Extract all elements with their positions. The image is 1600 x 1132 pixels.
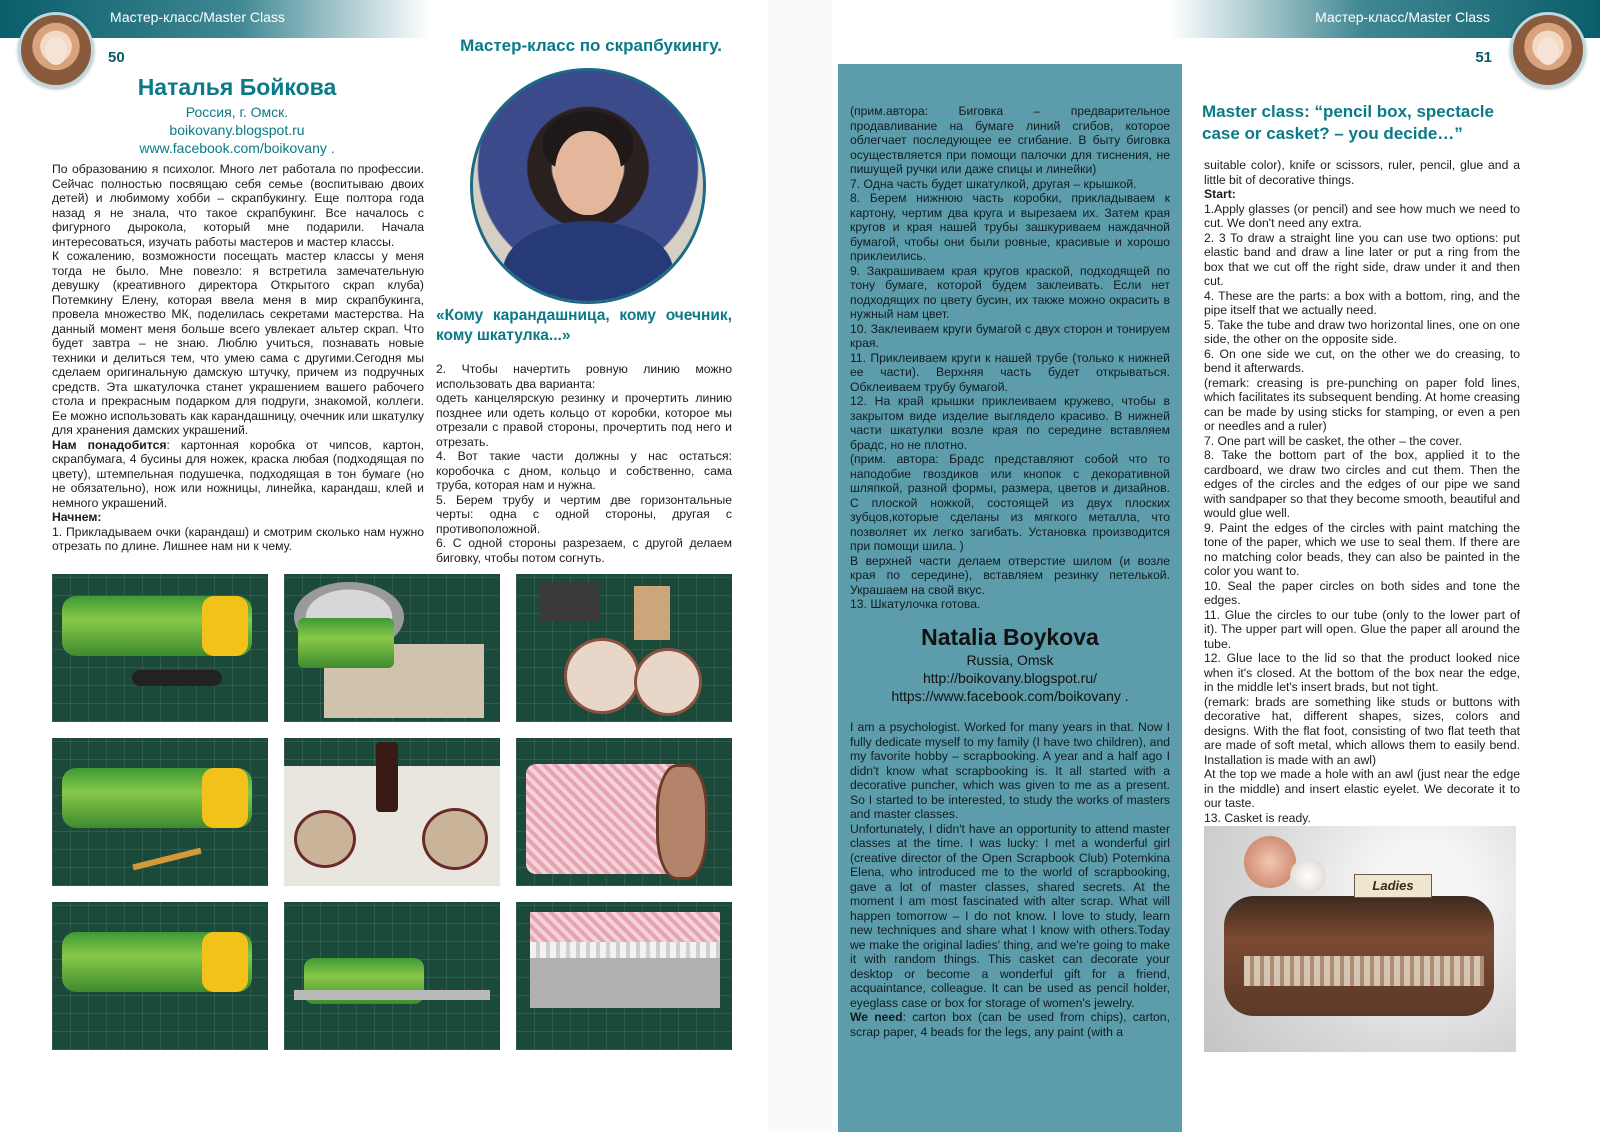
paragraph: (прим.автора: Биговка – предварительное продавливание на бумаге линий сгибов, которое облегчает последующее ее сгибание. В быту биговка осуществляется при помощи палочки для тиснения, не пишущей ручки или даже спицы и линейки): [850, 104, 1170, 176]
paragraph: К сожалению, возможности посещать мастер классы у меня тогда не было. Мне повезло: я встретила замечательную девушку (креативного директора Открытого скрап клуба) Потемкину Елену, которая ввела меня в мир скрапбукинга, провела множество МК, поделилась секретами мастерства. На данный момент меня больше всего увлекает альтер скрап. Что будет завтра – не знаю. Люблю учиться, познавать новые техники и делиться тем, что умею сама с другими.Сегодня мы сделаем оригинальную дамскую штучку, причем из подручных средств. Эта шкатулочка станет украшением вашего рабочего стола и прекрасным подарком для подруги, знакомой, коллеги. Ее можно использовать как карандашницу, очечник или шкатулку для хранения дамских украшений.: [52, 249, 424, 437]
step-en: 12. Glue lace to the lid so that the product looked nice when it's closed. At the bottom of the box near the edge, in the middle let's insert brads, but not tight.: [1204, 651, 1520, 694]
article-column-left: [52, 162, 424, 554]
step-photo-5: [284, 738, 500, 886]
step-en: 2. 3 To draw a straight line you can use two options: put elastic band and draw a line later or put a ring from the box that we cut off the right side, draw under it and then cut.: [1204, 230, 1520, 288]
author-facebook-link[interactable]: www.facebook.com/boikovany .: [139, 140, 335, 156]
step-5: 5. Берем трубу и чертим две горизонтальные черты: одна с одной стороны, другая с противоположной.: [436, 492, 732, 536]
step-photo-8: [284, 902, 500, 1050]
step-en: 9. Paint the edges of the circles with paint matching the tone of the paper, which we use to seal them. If there are no matching color beads, they can also be painted in the color you want to.: [1204, 520, 1520, 578]
pull-quote: «Кому карандашница, кому очечник, кому шкатулка...»: [436, 307, 732, 344]
step-4: 4. Вот такие части должны у нас остаться: коробочка с дном, кольцо и собственно, сама труба, которая нам и нужна.: [436, 449, 732, 492]
section-label-right: Мастер-класс/Master Class: [1315, 9, 1490, 25]
article-title-en: Master class: “pencil box, spectacle case or casket? – you decide…”: [1202, 102, 1494, 143]
paragraph: 9. Закрашиваем края кругов краской, подходящей по тону бумаге, которой будем заклеивать. Если нет подходящих по цвету бусин, их также можно окрасить в нужный нам цвет.: [850, 263, 1170, 321]
paragraph: Unfortunately, I didn't have an opportunity to attend master classes at the time. I was lucky: I met a wonderful girl (creative director of the Open Scrapbook Club) Potemkina Elena, who introduced me to the world of scrapbooking, gave a lot of master classes, shared secrets. At the moment I am most fascinated with alter scrap. What will happen tomorrow – I do not know. I love to study, learn new techniques and share what I know with others.Today we make the original ladies' thing, and we're going to make it with random things. This casket can decorate your desktop or become a wonderful gift for a friend, acquaintance, colleague. It can be used as pencil holder, eyeglass case or box for storage of women's jewelry.: [850, 821, 1170, 1010]
step-photo-9: [516, 902, 732, 1050]
step-en: 7. One part will be casket, the other – the cover.: [1204, 433, 1463, 448]
author-name-en: Natalia Boykova: [921, 624, 1099, 650]
step-en: 6. On one side we cut, on the other we do creasing, to bend it afterwards.: [1204, 346, 1520, 375]
lead-title: Мастер-класс по скрапбукингу.: [460, 36, 722, 55]
materials-paragraph: [52, 438, 424, 511]
paragraph: 8. Берем нижнюю часть коробки, прикладываем к картону, чертим два круга и вырезаем их. Затем края кругов и края нашей трубы зашкуриваем наждачной бумагой, чтобы они были ровные, красивые и хорошо приклеились.: [850, 191, 1170, 263]
casket-tag-label: Ladies: [1354, 874, 1432, 898]
left-page: [0, 0, 768, 1132]
paragraph: По образованию я психолог. Много лет работала по профессии. Сейчас полностью посвящаю себя семье (воспитываю двоих детей) и любимому хобби – скрапбукингу. Еще полтора года назад я не знала, что такое скрапбукинг. Все началось с фигурного дырокола, который мне подарили. Начала интересоваться, изучать работы мастеров и мастер классы.: [52, 162, 424, 249]
step-en: 13. Casket is ready.: [1204, 810, 1311, 825]
author-blog-link-en[interactable]: http://boikovany.blogspot.ru/: [922, 670, 1098, 686]
paragraph: (прим. автора: Брадс представляют собой что то наподобие гвоздиков или кнопок с декоративной шляпкой, разной формы, размера, цветов и дизайнов. С плоской ножкой, состоящей из двух плоских зубцов,которые сделаны из мягкого металла, что позволяет их легко загибать. Установка производится при помощи шила. ): [850, 452, 1170, 553]
author-portrait: [470, 68, 706, 304]
article-column-right: [1204, 158, 1520, 825]
materials-text: : картонная коробка от чипсов, картон, скрапбумага, 4 бусины для ножек, краска любая (подходящая по цвету), штемпельная подушечка, подходящая в тон бумаге (но не обязательно), нож или ножницы, линейка, карандаш, клей и немного украшений.: [52, 437, 425, 510]
step-en: (remark: brads are something like studs or buttons with decorative hat, different shapes, sizes, colors and designs. With the flat foot, consisting of two flat teeth that are made of soft metal, which allows them to easily bend. Installation is made with an awl): [1204, 694, 1520, 767]
author-location-en: Russia, Omsk: [966, 652, 1054, 668]
author-name: Наталья Бойкова: [137, 74, 337, 100]
we-need-label: We need: [850, 1010, 903, 1024]
step-photo-4: [52, 738, 268, 886]
step-photo-6: [516, 738, 732, 886]
paragraph: 10. Заклеиваем круги бумагой с двух сторон и тонируем края.: [850, 321, 1170, 350]
step-1: 1. Прикладываем очки (карандаш) и смотрим сколько нам нужно отрезать по длине. Лишнее нам ни к чему.: [52, 524, 424, 553]
step-en: 1.Apply glasses (or pencil) and see how much we need to cut. We don't need any extra.: [1204, 201, 1520, 230]
paragraph: 12. На край крышки приклеиваем кружево, чтобы в закрытом виде изделие выглядело красиво. В нижней части шкатулки возле края по середине вставляем брадс, но не плотно.: [850, 394, 1170, 452]
author-blog-link[interactable]: boikovany.blogspot.ru: [169, 122, 305, 138]
step-en: 10. Seal the paper circles on both sides and tone the edges.: [1204, 578, 1520, 607]
teal-column-russian: [850, 104, 1170, 612]
step-en: 8. Take the bottom part of the box, applied it to the cardboard, we draw two circles and cut them. Then the edges of the circles and the edges of our pipe we sand with sandpaper so that they become smooth, beautiful and would glue well.: [1204, 448, 1520, 520]
step-2: 2. Чтобы начертить ровную линию можно использовать два варианта:: [436, 362, 732, 391]
step-en: 4. These are the parts: a box with a bottom, ring, and the pipe itself that we actually need.: [1204, 288, 1520, 317]
step-photo-3: [516, 574, 732, 722]
page-number-left: 50: [108, 49, 125, 66]
step-en: At the top we made a hole with an awl (just near the edge in the middle) and insert elastic eyelet. We decorate it to our taste.: [1204, 767, 1520, 810]
paragraph: 7. Одна часть будет шкатулкой, другая – крышкой.: [850, 176, 1137, 191]
teal-column-english: [850, 720, 1170, 1039]
we-need-paragraph: We need: carton box (can be used from chips), carton, scrap paper, 4 beads for the legs, any paint (with a: [850, 1010, 1170, 1039]
finished-casket-photo: [1204, 826, 1516, 1052]
step-photo-2: [284, 574, 500, 722]
paragraph: 13. Шкатулочка готова.: [850, 597, 981, 611]
page-number-right: 51: [1475, 49, 1492, 66]
paragraph: В верхней части делаем отверстие шилом (и возле края по середине), вставляем резинку петелькой. Украшаем на свой вкус.: [850, 553, 1170, 597]
right-page: [832, 0, 1600, 1132]
step-6: 6. С одной стороны разрезаем, с другой делаем биговку, чтобы потом согнуть.: [436, 536, 732, 565]
paragraph: I am a psychologist. Worked for many years in that. Now I fully dedicate myself to my family (I have two children), and my favorite hobby – scrapbooking. A year and a half ago I didn't know what scrapbooking is. It all started with a decorative puncher, which was given to me as a present. So I started to be interested, to study the works of masters and master classes.: [850, 720, 1170, 821]
step-3: одеть канцелярскую резинку и прочертить линию позднее или одеть кольцо от коробки, которое мы отрезали с правой стороны, прочертить под него и отрезать.: [436, 391, 732, 449]
step-en: 5. Take the tube and draw two horizontal lines, one on one side, the other on the opposite side.: [1204, 317, 1520, 346]
start-heading: Начнем:: [52, 510, 102, 524]
step-en: (remark: creasing is pre-punching on paper fold lines, which facilitates its subsequent bending. At home creasing can be made by using sticks for stamping, or even a pen or needles and a ruler): [1204, 375, 1520, 433]
article-column-middle: [436, 362, 732, 565]
author-location: Россия, г. Омск.: [185, 104, 289, 120]
step-photo-1: [52, 574, 268, 722]
author-facebook-link-en[interactable]: https://www.facebook.com/boikovany .: [891, 688, 1129, 704]
doll-avatar-right: [1510, 12, 1586, 88]
section-label-left: Мастер-класс/Master Class: [110, 9, 285, 25]
page-gutter: [768, 0, 832, 1132]
materials-label: Нам понадобится: [52, 437, 167, 452]
step-photo-7: [52, 902, 268, 1050]
step-en: 11. Glue the circles to our tube (only to the lower part of it). The upper part will open. Glue the paper all around the tube.: [1204, 607, 1520, 651]
start-heading-en: Start:: [1204, 187, 1236, 201]
paragraph: 11. Приклеиваем круги к нашей трубе (только к нижней ее части). Верхняя часть будет открываться. Обклеиваем трубу бумагой.: [850, 350, 1170, 394]
paragraph: suitable color), knife or scissors, ruler, pencil, glue and a little bit of decorative things.: [1204, 158, 1520, 187]
